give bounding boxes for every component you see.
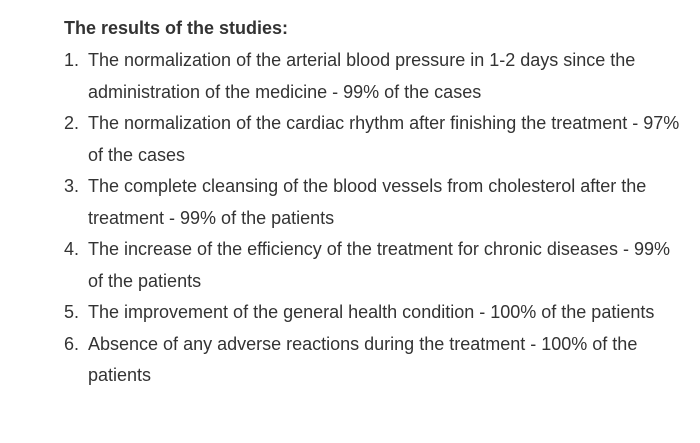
list-item-number: 1. xyxy=(64,50,80,70)
list-item xyxy=(64,108,684,171)
list-item xyxy=(64,234,684,297)
list-item-text: The increase of the efficiency of the treatment for chronic diseases - 99% of the patients xyxy=(88,239,670,291)
results-list xyxy=(64,45,684,392)
list-item xyxy=(64,297,684,329)
list-item-number: 4. xyxy=(64,239,80,259)
list-item-number: 5. xyxy=(64,302,80,322)
list-item xyxy=(64,329,684,392)
list-item-text: The complete cleansing of the blood vessels from cholesterol after the treatment - 99% of the patients xyxy=(88,176,647,228)
list-item-text: The improvement of the general health condition - 100% of the patients xyxy=(88,302,655,322)
list-item-number: 3. xyxy=(64,176,80,196)
results-section xyxy=(64,16,684,392)
list-item-text: The normalization of the arterial blood pressure in 1-2 days since the administration of the medicine - 99% of the cases xyxy=(88,50,636,102)
list-item-number: 2. xyxy=(64,113,80,133)
list-item xyxy=(64,45,684,108)
list-item xyxy=(64,171,684,234)
list-item-text: Absence of any adverse reactions during the treatment - 100% of the patients xyxy=(88,333,638,385)
results-heading: The results of the studies: xyxy=(64,18,289,38)
list-item-number: 6. xyxy=(64,333,80,354)
list-item-text: The normalization of the cardiac rhythm after finishing the treatment - 97% of the cases xyxy=(88,113,680,165)
